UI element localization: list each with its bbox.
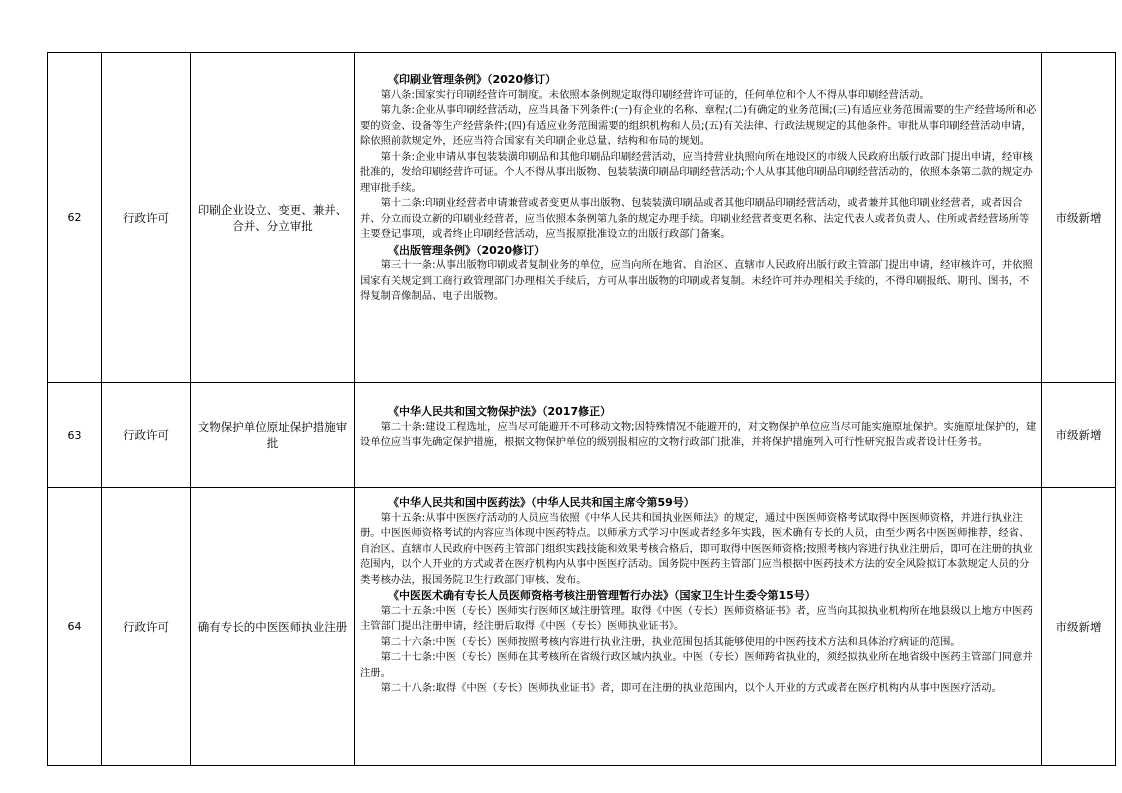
regulation-table bbox=[47, 52, 1116, 766]
law-article: 第二十八条:取得《中医（专长）医师执业证书》者，即可在注册的执业范围内，以个人开业的方式或者在医疗机构内从事中医医疗活动。 bbox=[380, 682, 1002, 694]
item-name: 确有专长的中医医师执业注册 bbox=[191, 488, 355, 766]
law-article: 第二十六条:中医（专长）医师按照考核内容进行执业注册，执业范围包括其能够使用的中医药技术方法和具体治疗病证的范围。 bbox=[380, 635, 961, 648]
remark: 市级新增 bbox=[1042, 53, 1116, 383]
legal-basis bbox=[355, 488, 1042, 766]
law-article: 第三十一条:从事出版物印刷或者复制业务的单位，应当向所在地省、自治区、直辖市人民政府出版行政主管部门提出申请，经审核许可，并依照国家有关规定到工商行政管理部门办理相关手续后，方可从事出版物的印刷或者复制。未经许可并办理相关手续的，不得印刷报纸、期刊、图书，不得复制音像制品、电子出版物。 bbox=[360, 259, 1033, 302]
item-name: 印刷企业设立、变更、兼并、合并、分立审批 bbox=[191, 53, 355, 383]
item-name: 文物保护单位原址保护措施审批 bbox=[191, 383, 355, 488]
table-row bbox=[48, 53, 1116, 383]
item-type: 行政许可 bbox=[102, 383, 191, 488]
law-title: 《印刷业管理条例》（2020修订） bbox=[388, 73, 557, 86]
law-article: 第八条:国家实行印刷经营许可制度。未依照本条例规定取得印刷经营许可证的，任何单位和个人不得从事印刷经营活动。 bbox=[380, 88, 930, 101]
law-article: 第二十七条:中医（专长）医师在其考核所在省级行政区域内执业。中医（专长）医师跨省执业的，须经拟执业所在地省级中医药主管部门同意并注册。 bbox=[360, 651, 1033, 679]
item-type: 行政许可 bbox=[102, 53, 191, 383]
law-article: 第二十条:建设工程选址，应当尽可能避开不可移动文物;因特殊情况不能避开的，对文物保护单位应当尽可能实施原址保护。实施原址保护的，建设单位应当事先确定保护措施，根据文物保护单位的级别报相应的文物行政部门批准，并将保护措施列入可行性研究报告或者设计任务书。 bbox=[360, 420, 1037, 448]
law-title: 《出版管理条例》（2020修订） bbox=[388, 243, 546, 257]
row-number: 62 bbox=[48, 53, 102, 383]
item-type: 行政许可 bbox=[102, 488, 191, 766]
table-row bbox=[48, 488, 1116, 766]
table-row bbox=[48, 383, 1116, 488]
remark: 市级新增 bbox=[1042, 383, 1116, 488]
law-title: 《中华人民共和国文物保护法》（2017修正） bbox=[388, 405, 612, 418]
law-title: 《中华人民共和国中医药法》（中华人民共和国主席令第59号） bbox=[388, 496, 695, 509]
law-article: 第十条:企业申请从事包装装潢印刷品和其他印刷品印刷经营活动，应当持营业执照向所在地设区的市级人民政府出版行政部门提出申请，经审核批准的，发给印刷经营许可证。个人不得从事出版物、包装装潢印刷品印刷经营活动;个人从事其他印刷品印刷经营活动的，依照本条第二款的规定办理审批手续。 bbox=[360, 150, 1033, 194]
legal-basis bbox=[355, 383, 1042, 488]
law-article: 第二十五条:中医（专长）医师实行医师区域注册管理。取得《中医（专长）医师资格证书》者，应当向其拟执业机构所在地县级以上地方中医药主管部门提出注册申请，经注册后取得《中医（专长）医师执业证书》。 bbox=[360, 604, 1033, 632]
law-article: 第十二条:印刷业经营者申请兼营或者变更从事出版物、包装装潢印刷品或者其他印刷品印刷经营活动，或者兼并其他印刷业经营者，或者因合并、分立而设立新的印刷业经营者，应当依照本条例第九条的规定办理手续。印刷业经营者变更名称、法定代表人或者负责人、住所或者经营场所等主要登记事项，或者终止印刷经营活动，应当报原批准设立的出版行政部门备案。 bbox=[360, 197, 1030, 240]
legal-basis bbox=[355, 53, 1042, 383]
law-title: 《中医医术确有专长人员医师资格考核注册管理暂行办法》（国家卫生计生委令第15号） bbox=[388, 589, 816, 602]
law-article: 第九条:企业从事印刷经营活动，应当具备下列条件:(一)有企业的名称、章程;(二)有确定的业务范围;(三)有适应业务范围需要的生产经营场所和必要的资金、设备等生产经营条件;(四)有适应业务范围需要的组织机构和人员;(五)有关法律、行政法规规定的其他条件。审批从事印刷经营活动申请，除依照前款规定外，还应当符合国家有关印刷企业总量、结构和布局的规划。 bbox=[360, 104, 1037, 147]
row-number: 63 bbox=[48, 383, 102, 488]
row-number: 64 bbox=[48, 488, 102, 766]
law-article: 第十五条:从事中医医疗活动的人员应当依照《中华人民共和国执业医师法》的规定，通过中医医师资格考试取得中医医师资格，并进行执业注册。中医医师资格考试的内容应当体现中医药特点。以师承方式学习中医或者经多年实践，医术确有专长的人员，由至少两名中医医师推荐，经省、自治区、直辖市人民政府中医药主管部门组织实践技能和效果考核合格后，即可取得中医医师资格;按照考核内容进行执业注册后，即可在注册的执业范围内，以个人开业的方式或者在医疗机构内从事中医医疗活动。国务院中医药主管部门应当根据中医药技术方法的安全风险拟订本款规定人员的分类考核办法，报国务院卫生行政部门审核、发布。 bbox=[360, 511, 1033, 586]
remark: 市级新增 bbox=[1042, 488, 1116, 766]
